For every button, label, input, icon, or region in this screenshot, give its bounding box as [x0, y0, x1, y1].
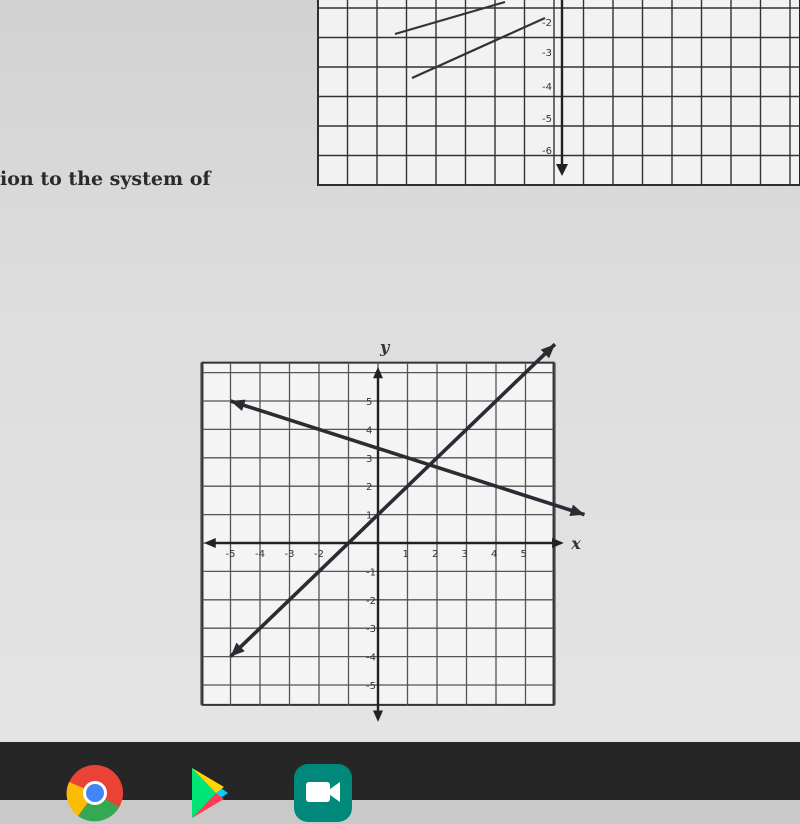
y-tick-label: 2 — [366, 482, 373, 494]
x-tick-label: -3 — [284, 549, 295, 560]
y-tick-label: -5 — [542, 114, 552, 125]
y-tick-label: -3 — [542, 48, 552, 59]
y-tick-label: -1 — [366, 567, 376, 579]
x-tick-label: -4 — [255, 549, 265, 560]
y-axis-arrow — [373, 711, 383, 722]
y-tick-label: -3 — [366, 624, 376, 636]
y-tick-label: 3 — [366, 453, 373, 465]
x-tick-label: 5 — [520, 549, 527, 560]
y-tick-label: -2 — [366, 595, 376, 607]
y-tick-label: 4 — [366, 425, 373, 437]
x-tick-label: -2 — [314, 549, 324, 560]
y-tick-label: -4 — [366, 652, 376, 664]
y-tick-label: -4 — [542, 82, 552, 93]
x-axis-arrow — [552, 538, 564, 548]
line-2-arrowhead — [569, 505, 584, 516]
x-tick-label: 3 — [461, 549, 468, 560]
taskbar — [0, 742, 800, 800]
play-store-icon[interactable] — [178, 762, 240, 824]
x-tick-label: 4 — [491, 549, 498, 560]
y-axis-label: y — [380, 337, 390, 357]
x-axis-label: x — [571, 534, 581, 553]
y-tick-label: -2 — [542, 18, 552, 29]
y-tick-label: -6 — [542, 146, 552, 157]
y-tick-label: 1 — [366, 510, 373, 522]
question-prompt-text: ion to the system of — [0, 168, 211, 190]
video-camera-icon[interactable] — [292, 762, 354, 824]
x-tick-label: 2 — [432, 549, 439, 560]
y-tick-label: -5 — [366, 681, 376, 692]
y-tick-label: 5 — [366, 397, 373, 408]
x-tick-label: -5 — [225, 549, 236, 560]
chrome-icon[interactable] — [64, 762, 126, 824]
x-tick-label: 1 — [402, 549, 409, 560]
